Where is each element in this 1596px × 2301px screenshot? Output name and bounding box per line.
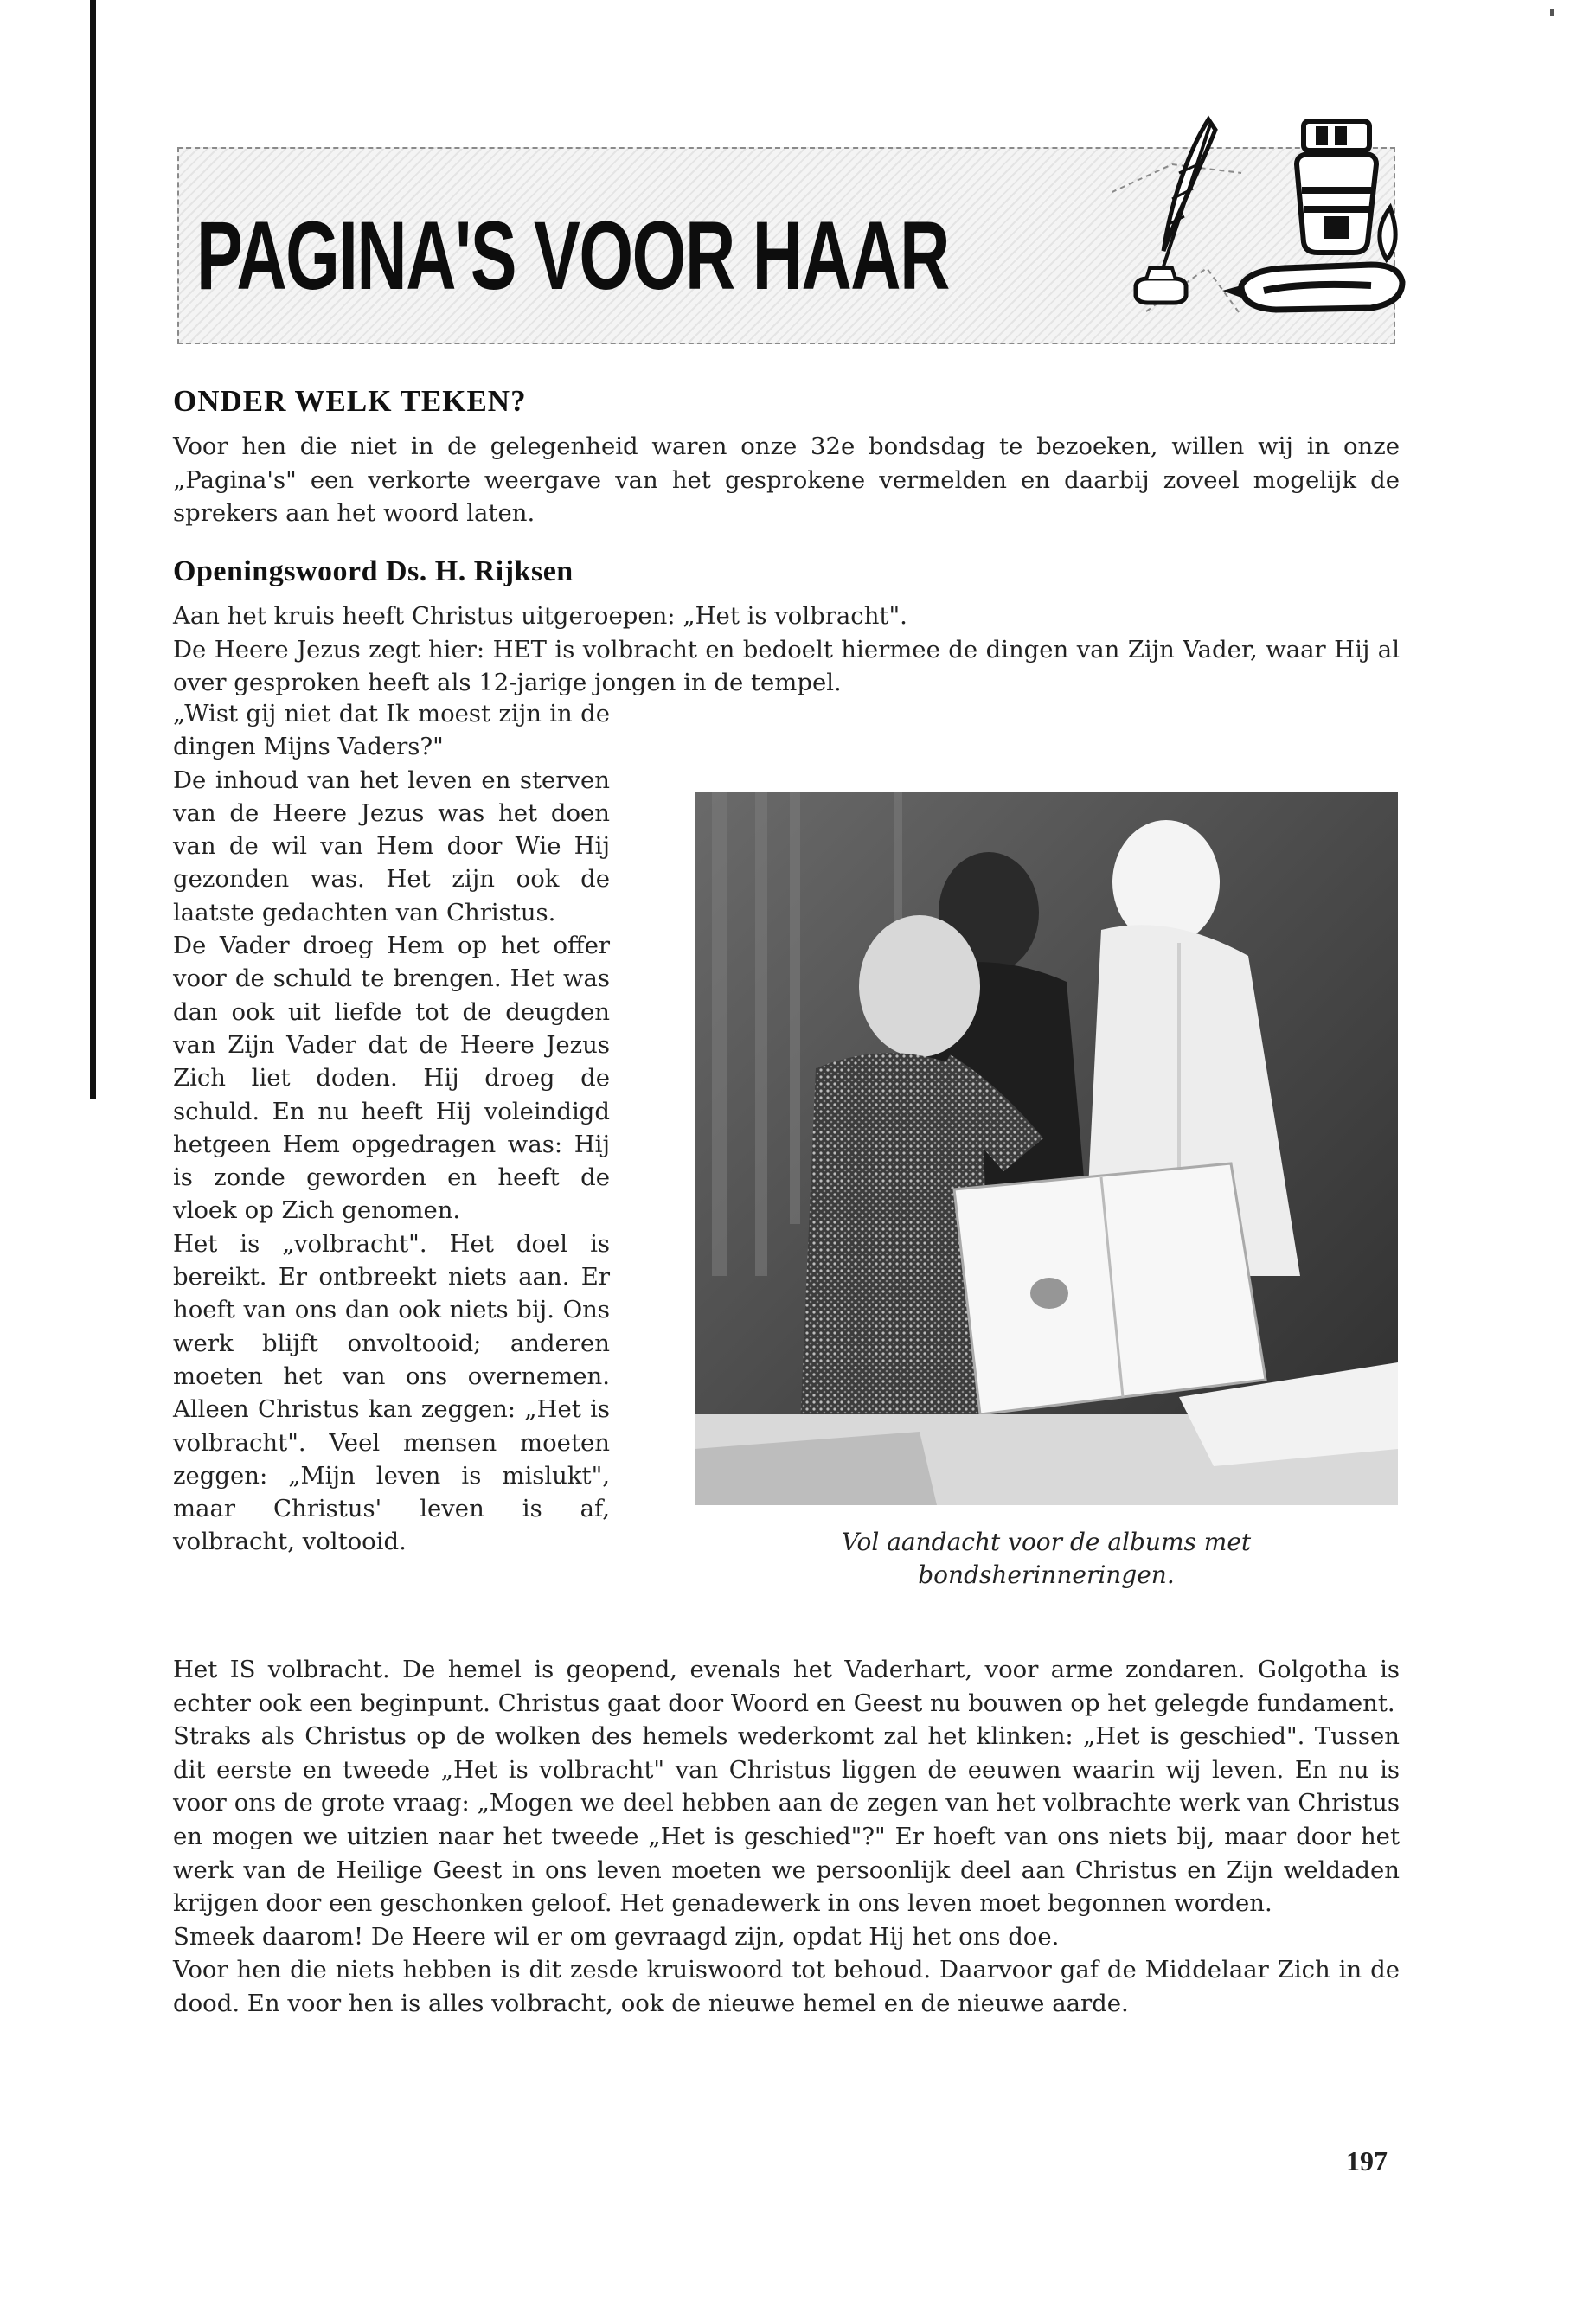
closing-paragraph-2: Straks als Christus op de wolken des hemels wederkomt zal het klinken: „Het is geschied". Tussen dit eerste en tweede „Het is volbracht" van Christus liggen de eeuwen waarin wij leven. En nu is voor ons de grote vraag: „Mogen we deel hebben aan de zegen van het volbrachte werk van Christus en mogen we uitzien naar het tweede „Het is geschied"?" Er hoeft van ons niets bij, maar door het werk van de Heilige Geest in ons leven moeten we persoonlijk deel aan Christus en Zijn weldaden krijgen door een geschonken geloof. Het genadewerk in ons leven moet begonnen worden. xyxy=(173,1722,1400,1918)
closing-paragraph-4: Voor hen die niets hebben is dit zesde kruiswoord tot behoud. Daarvoor gaf de Middelaar Zich in de dood. En voor hen is alles volbracht, ook de nieuwe hemel en de nieuwe aarde. xyxy=(173,1956,1400,2017)
banner-title: PAGINA'S VOOR HAAR xyxy=(196,202,949,310)
quill-icon xyxy=(1155,119,1215,290)
page-number: 197 xyxy=(1346,2145,1388,2176)
column-paragraph-3: De Vader droeg Hem op het offer voor de schuld te brengen. Het was dan ook uit liefde tot de deugden van Zijn Vader dat de Heere Jezus Zich liet doden. Hij droeg de schuld. En nu heeft Hij voleindigd hetgeen Hem opgedragen was: Hij is zonde geworden en heeft de vloek op Zich genomen. xyxy=(173,932,610,1225)
event-photo xyxy=(695,792,1398,1505)
caption-line-1: Vol aandacht voor de albums met xyxy=(841,1528,1252,1556)
section-banner xyxy=(177,147,1395,344)
caption-line-2: bondsherinneringen. xyxy=(918,1561,1175,1589)
section-opening xyxy=(173,599,1400,700)
photo-caption xyxy=(695,1526,1398,1592)
closing-paragraph-1: Het IS volbracht. De hemel is geopend, evenals het Vaderhart, voor arme zondaren. Golgotha is echter ook een beginpunt. Christus gaat door Woord en Geest nu bouwen op het gelegde fundament. xyxy=(173,1656,1400,1717)
intro-paragraph: Voor hen die niet in de gelegenheid waren onze 32e bondsdag te bezoeken, willen wij in onze „Pagina's" een verkorte weergave van het gesprokene vermelden en daarbij zoveel mogelijk de sprekers aan het woord laten. xyxy=(173,433,1400,528)
closing-text xyxy=(173,1653,1400,2021)
column-paragraph-1: „Wist gij niet dat Ik moest zijn in de dingen Mijns Vaders?" xyxy=(173,700,610,761)
column-paragraph-4: Het is „volbracht". Het doel is bereikt. Er ontbreekt niets aan. Er hoeft van ons dan ook niets bij. Ons werk blijft onvoltooid; anderen moeten het van ons overnemen. Alleen Christus kan zeggen: „Het is volbracht". Veel mensen moeten zeggen: „Mijn leven is mislukt", maar Christus' leven is af, volbracht, voltooid. xyxy=(173,1229,610,1556)
opening-paragraph-1: Aan het kruis heeft Christus uitgeroepen: „Het is volbracht". xyxy=(173,602,907,630)
column-paragraph-2: De inhoud van het leven en sterven van de Heere Jezus was het doen van de wil van Hem door Wie Hij gezonden was. Het zijn ook de laatste gedachten van Christus. xyxy=(173,766,610,926)
quill-inkwell-oil-lamp-illustration xyxy=(1112,112,1406,346)
photo-illustration xyxy=(695,792,1398,1505)
opening-paragraph-2: De Heere Jezus zegt hier: HET is volbracht en bedoelt hiermee de dingen van Zijn Vader, waar Hij al over gesproken heeft als 12-jarige jongen in de tempel. xyxy=(173,635,1400,697)
article-heading: ONDER WELK TEKEN? xyxy=(173,384,527,418)
closing-paragraph-3: Smeek daarom! De Heere wil er om gevraagd zijn, opdat Hij het ons doe. xyxy=(173,1922,1060,1951)
section-heading: Openingswoord Ds. H. Rijksen xyxy=(173,555,574,587)
inkwell-icon xyxy=(1136,268,1186,303)
binding-edge-line xyxy=(90,0,96,1099)
vase-icon xyxy=(1297,121,1376,253)
corner-speck xyxy=(1550,9,1554,16)
left-text-column xyxy=(173,697,610,1559)
article-intro xyxy=(173,430,1400,530)
